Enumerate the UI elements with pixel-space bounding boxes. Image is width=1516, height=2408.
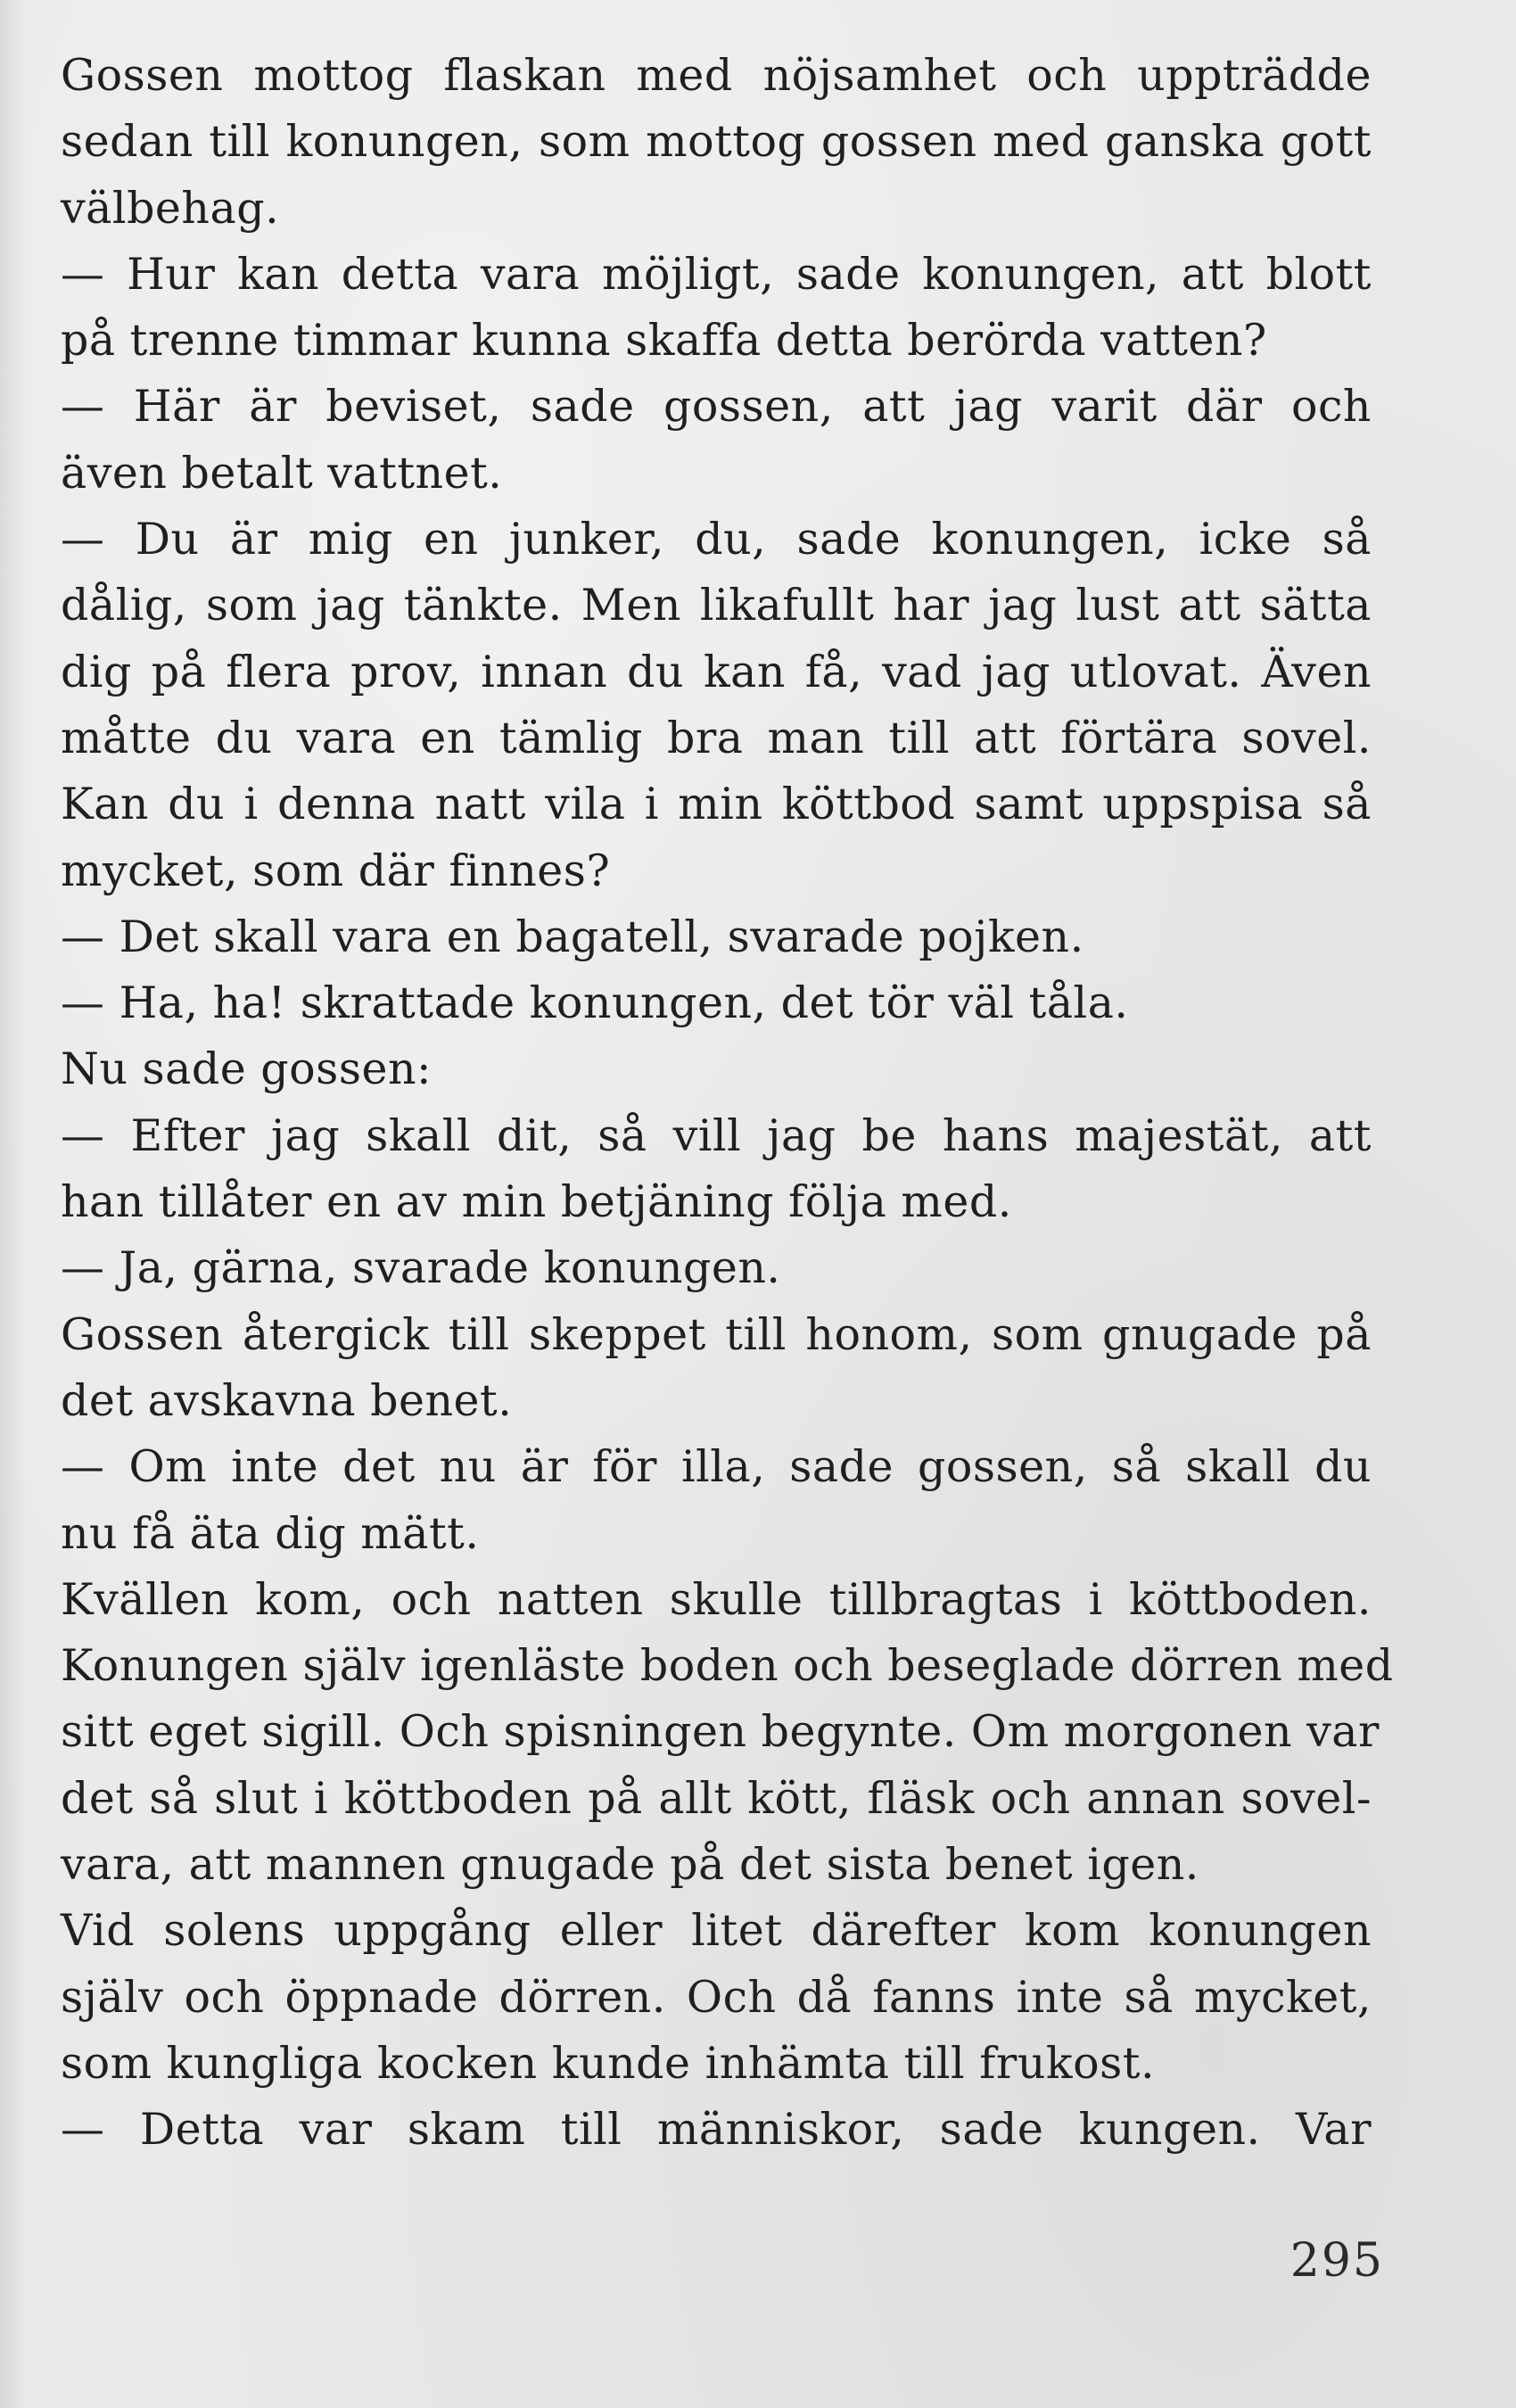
text-line: Kvällen kom, och natten skulle tillbragtas i köttboden. — [61, 1573, 1372, 1625]
text-line: välbehag. — [61, 182, 280, 234]
text-line: Gossen mottog flaskan med nöjsamhet och uppträdde — [61, 50, 1372, 101]
text-line: på trenne timmar kunna skaffa detta berörda vatten? — [61, 315, 1267, 367]
text-line: — Ha, ha! skrattade konungen, det tör väl tåla. — [61, 977, 1129, 1029]
text-line: — Detta var skam till människor, sade kungen. Var — [61, 2104, 1372, 2156]
text-line: Gossen återgick till skeppet till honom, som gnugade på — [61, 1308, 1372, 1360]
page-gutter-shadow — [0, 0, 27, 2408]
text-line: — Efter jag skall dit, så vill jag be hans majestät, att — [61, 1109, 1372, 1161]
text-line: det avskavna benet. — [61, 1374, 513, 1426]
text-line: mycket, som där finnes? — [61, 845, 611, 896]
text-line: sedan till konungen, som mottog gossen med ganska gott — [61, 116, 1372, 168]
text-line: — Här är beviset, sade gossen, att jag varit där och — [61, 381, 1372, 433]
text-line: han tillåter en av min betjäning följa med. — [61, 1176, 1012, 1228]
text-line: — Ja, gärna, svarade konungen. — [61, 1242, 781, 1294]
text-line: — Hur kan detta vara möjligt, sade konungen, att blott — [61, 248, 1372, 300]
text-line: Vid solens uppgång eller litet därefter kom konungen — [61, 1905, 1372, 1957]
text-line: — Du är mig en junker, du, sade konungen, icke så — [61, 514, 1372, 565]
text-line: Konungen själv igenläste boden och beseglade dörren med — [61, 1640, 1394, 1692]
text-line: dig på flera prov, innan du kan få, vad jag utlovat. Även — [61, 646, 1372, 697]
text-line: det så slut i köttboden på allt kött, fläsk och annan sovel- — [61, 1772, 1372, 1824]
text-line: själv och öppnade dörren. Och då fanns inte så mycket, — [61, 1971, 1372, 2023]
body-text — [61, 43, 1394, 2164]
text-line: som kungliga kocken kunde inhämta till frukost. — [61, 2037, 1156, 2089]
text-line: nu få äta dig mätt. — [61, 1507, 480, 1559]
text-line: — Om inte det nu är för illa, sade gossen, så skall du — [61, 1441, 1372, 1493]
text-line: även betalt vattnet. — [61, 447, 503, 499]
page-number: 295 — [1289, 2234, 1384, 2288]
text-line: dålig, som jag tänkte. Men likafullt har jag lust att sätta — [61, 580, 1372, 631]
text-line: vara, att mannen gnugade på det sista benet igen. — [61, 1839, 1199, 1891]
text-line: måtte du vara en tämlig bra man till att förtära sovel. — [61, 712, 1372, 763]
text-line: sitt eget sigill. Och spisningen begynte. Om morgonen var — [61, 1706, 1380, 1758]
text-line: Kan du i denna natt vila i min köttbod samt uppspisa så — [61, 779, 1372, 830]
text-line: — Det skall vara en bagatell, svarade pojken. — [61, 911, 1084, 962]
text-line: Nu sade gossen: — [61, 1043, 433, 1095]
